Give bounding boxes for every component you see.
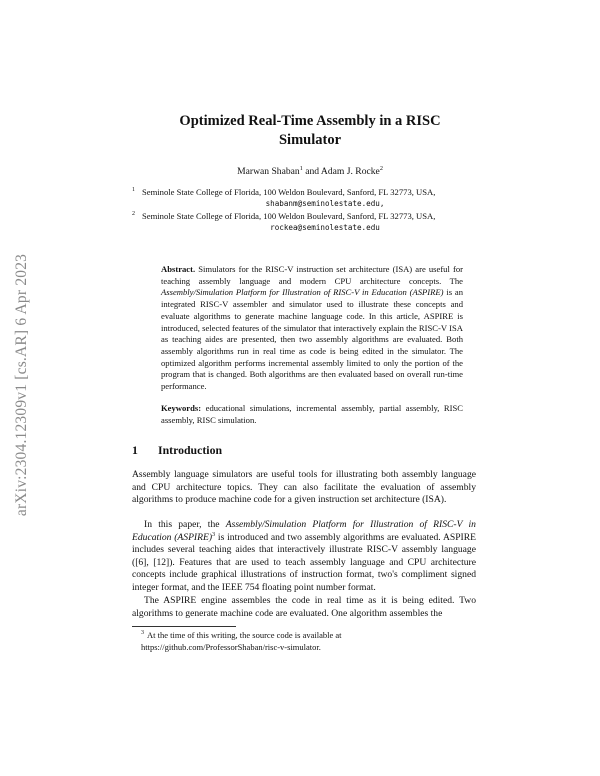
title-line-1: Optimized Real-Time Assembly in a RISC — [179, 113, 441, 129]
abstract-italic-name: Assembly/Simulation Platform for Illustration of RISC-V in Education (ASPIRE) — [161, 287, 444, 298]
footnote — [132, 630, 476, 653]
keywords-text: educational simulations, incremental assembly, partial assembly, RISC assembly, RISC simulation. — [161, 403, 463, 425]
abstract-text-1: Simulators for the RISC-V instruction set architecture (ISA) are useful for teaching assembly language and modern CPU architecture concepts. The — [161, 264, 463, 286]
abstract-text-2: is an integrated RISC-V assembler and simulator used to illustrate these concepts and evaluate algorithms to generate machine language code. In this article, ASPIRE is introduced, selected features of the simulator that interactively explain the RISC-V ISA as teaching aides are presented, then two assembly algorithms are evaluated. Both assembly algorithms run in real time as code is being edited in the simulator. The optimized algorithm performs incremental assembly limited to only the portion of the program that is changed. Both algorithms are then evaluated based on overall run-time performance. — [161, 287, 464, 392]
abstract-label: Abstract. — [161, 264, 196, 274]
author-1: Marwan Shaban — [237, 166, 300, 177]
keywords — [161, 403, 463, 426]
paragraph-2 — [132, 519, 476, 594]
title-line-2: Simulator — [278, 132, 342, 148]
paper-title — [120, 112, 500, 150]
affiliation-text: Seminole State College of Florida, 100 Weldon Boulevard, Sanford, FL 32773, USA, — [142, 211, 436, 221]
paragraph-2-text-1: In this paper, the — [144, 519, 226, 530]
footnote-content — [132, 630, 476, 653]
affiliation-2 — [132, 210, 504, 234]
affiliation-number: 1 — [132, 187, 135, 193]
section-heading — [132, 443, 222, 458]
affiliation-email[interactable]: rockea@seminolestate.edu — [270, 223, 380, 232]
footnote-number: 3 — [141, 630, 144, 637]
author-1-affiliation-mark: 1 — [299, 164, 303, 172]
footnote-mark[interactable]: 3 — [212, 530, 216, 538]
paragraph-2-italic-name: Assembly/Simulation Platform for Illustration of RISC-V in Education (ASPIRE) — [132, 519, 476, 543]
paragraph-1: Assembly language simulators are useful tools for illustrating both assembly language and CPU architecture topics. They can also facilitate the evaluation of assembly algorithms to produce machine code for a given instruction set architecture (ISA). — [132, 469, 476, 505]
paragraph-2-text-2: is introduced and two assembly algorithms are evaluated. ASPIRE includes several teaching aides that interactively illustrate RISC-V assembly language ([6], [12]). Features that are used to teach assembly language and CPU architecture concepts include graphical illustrations of instruction format, two's compliment signed integer format, and the IEEE 754 floating point number format. — [132, 531, 476, 593]
affiliation-email[interactable]: shabanm@seminolestate.edu, — [265, 199, 385, 208]
affiliation-1 — [132, 186, 504, 210]
section-number: 1 — [132, 443, 138, 457]
author-2: Adam J. Rocke — [320, 166, 380, 177]
footnote-divider — [132, 626, 236, 627]
keywords-label: Keywords: — [161, 403, 202, 413]
author-list — [120, 166, 500, 177]
abstract — [161, 264, 463, 393]
author-2-affiliation-mark: 2 — [379, 164, 383, 172]
affiliation-text: Seminole State College of Florida, 100 Weldon Boulevard, Sanford, FL 32773, USA, — [142, 187, 436, 197]
author-separator: and — [302, 166, 321, 177]
footnote-text: At the time of this writing, the source code is available at https://github.com/ProfessorShaban/risc-v-simulator. — [141, 630, 342, 652]
paragraph-3: The ASPIRE engine assembles the code in real time as it is being edited. Two algorithms to generate machine code are evaluated. One algorithm assembles the — [132, 595, 476, 619]
affiliation-number: 2 — [132, 211, 135, 217]
section-title: Introduction — [158, 443, 223, 457]
arxiv-identifier: arXiv:2304.12309v1 [cs.AR] 6 Apr 2023 — [13, 253, 30, 517]
